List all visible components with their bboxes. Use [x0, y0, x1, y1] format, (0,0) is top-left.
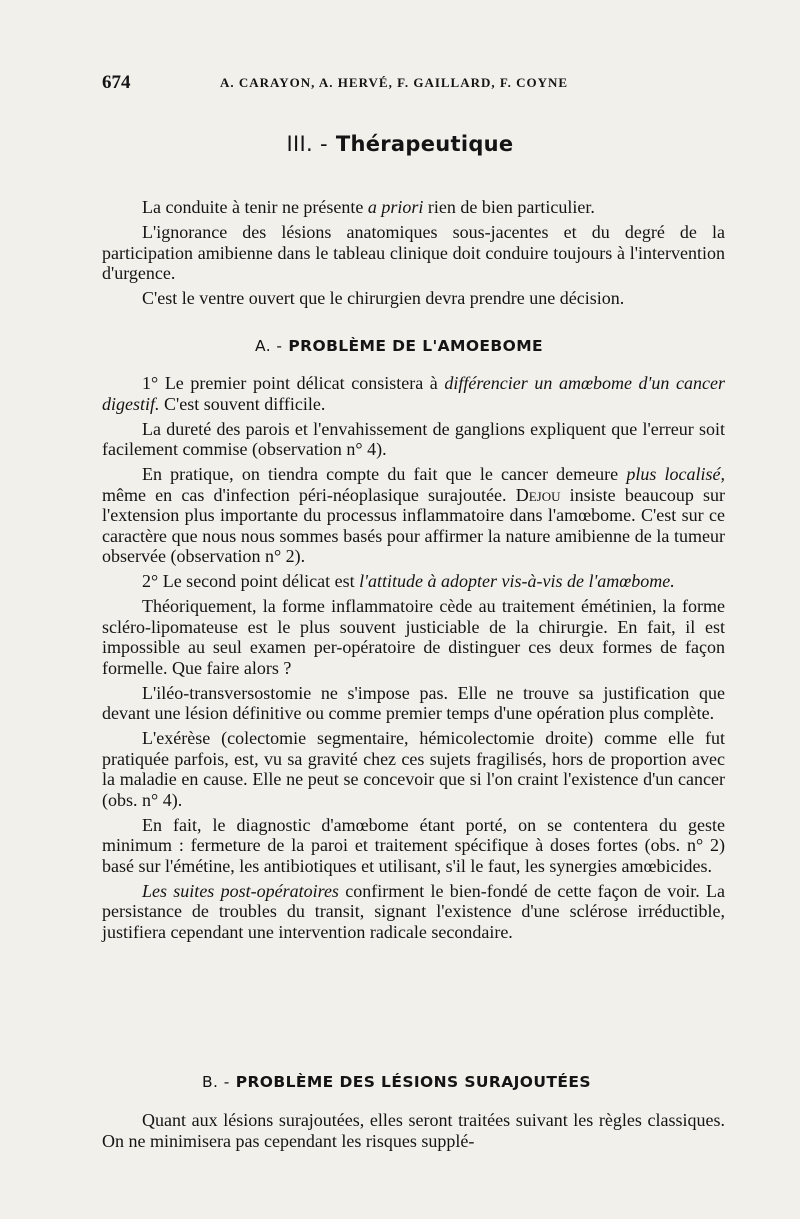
author-list: A. CARAYON, A. HERVÉ, F. GAILLARD, F. COYNE: [220, 75, 569, 90]
paragraph: Les suites post-opératoires confirment le bien-fondé de cette façon de voir. La persistance de troubles du transit, signant l'existence d'une sclérose irréductible, justifiera cependant une intervention radicale secondaire.: [102, 880, 725, 942]
section-title: Thérapeutique: [335, 132, 514, 156]
paragraph: La dureté des parois et l'envahissement de ganglions expliquent que l'erreur soit facilement commise (observation n° 4).: [102, 418, 725, 459]
running-header: [102, 72, 722, 94]
subsection-heading-b: B. - PROBLÈME DES LÉSIONS SURAJOUTÉES: [202, 1073, 591, 1091]
paragraph: 2° Le second point délicat est l'attitude à adopter vis-à-vis de l'amœbome.: [142, 571, 675, 591]
paragraph: Quant aux lésions surajoutées, elles seront traitées suivant les règles classiques. On ne minimisera pas cependant les risques supplé-: [102, 1110, 725, 1151]
paragraph: L'exérèse (colectomie segmentaire, hémicolectomie droite) comme elle fut pratiquée parfois, est, vu sa gravité chez ces sujets fragilisés, hors de proportion avec la maladie en cause. Elle ne peut se concevoir que si l'on craint l'existence d'un cancer (obs. n° 4).: [102, 728, 725, 810]
paragraph: L'ignorance des lésions anatomiques sous-jacentes et du degré de la participation amibienne dans le tableau clinique doit conduire toujours à l'intervention d'urgence.: [102, 222, 725, 283]
paragraph: C'est le ventre ouvert que le chirurgien devra prendre une décision.: [142, 288, 625, 308]
subsection-title: PROBLÈME DE L'AMOEBOME: [288, 337, 544, 355]
section-number: III. -: [286, 132, 328, 156]
subsection-a-text: [102, 373, 725, 947]
intro-text: [102, 197, 725, 313]
paragraph: La conduite à tenir ne présente a priori rien de bien particulier.: [142, 197, 595, 217]
paragraph: L'iléo-transversostomie ne s'impose pas. Elle ne trouve sa justification que devant une lésion définitive ou comme premier temps d'une opération plus complète.: [102, 682, 725, 723]
page-number: 674: [102, 72, 131, 93]
paragraph: En fait, le diagnostic d'amœbome étant porté, on se contentera du geste minimum : fermeture de la paroi et traitement spécifique à doses fortes (obs. n° 2) basé sur l'émétine, les antibiotiques et utilisant, s'il le faut, les synergies amœbicides.: [102, 814, 725, 876]
author-name: Dejou: [515, 484, 561, 505]
subsection-heading-a: A. - PROBLÈME DE L'AMOEBOME: [255, 337, 544, 355]
subsection-title: PROBLÈME DES LÉSIONS SURAJOUTÉES: [235, 1073, 591, 1091]
paragraph: 1° Le premier point délicat consistera à différencier un amœbome d'un cancer digestif. C'est souvent difficile.: [102, 373, 725, 414]
paragraph: Théoriquement, la forme inflammatoire cède au traitement émétinien, la forme scléro-lipomateuse est le plus souvent justiciable de la chirurgie. En fait, il est impossible au seul examen per-opératoire de distinguer ces deux formes de façon formelle. Que faire alors ?: [102, 596, 725, 678]
subsection-b-text: [102, 1110, 725, 1156]
section-heading: [0, 132, 800, 156]
paragraph: En pratique, on tiendra compte du fait que le cancer demeure plus localisé, même en cas d'infection péri-néoplasique surajoutée. Dejou insiste beaucoup sur l'extension plus importante du processus inflammatoire dans l'amœbome. C'est sur ce caractère que nous nous sommes basés pour affirmer la nature amibienne de la tumeur observée (observation n° 2).: [102, 464, 726, 566]
